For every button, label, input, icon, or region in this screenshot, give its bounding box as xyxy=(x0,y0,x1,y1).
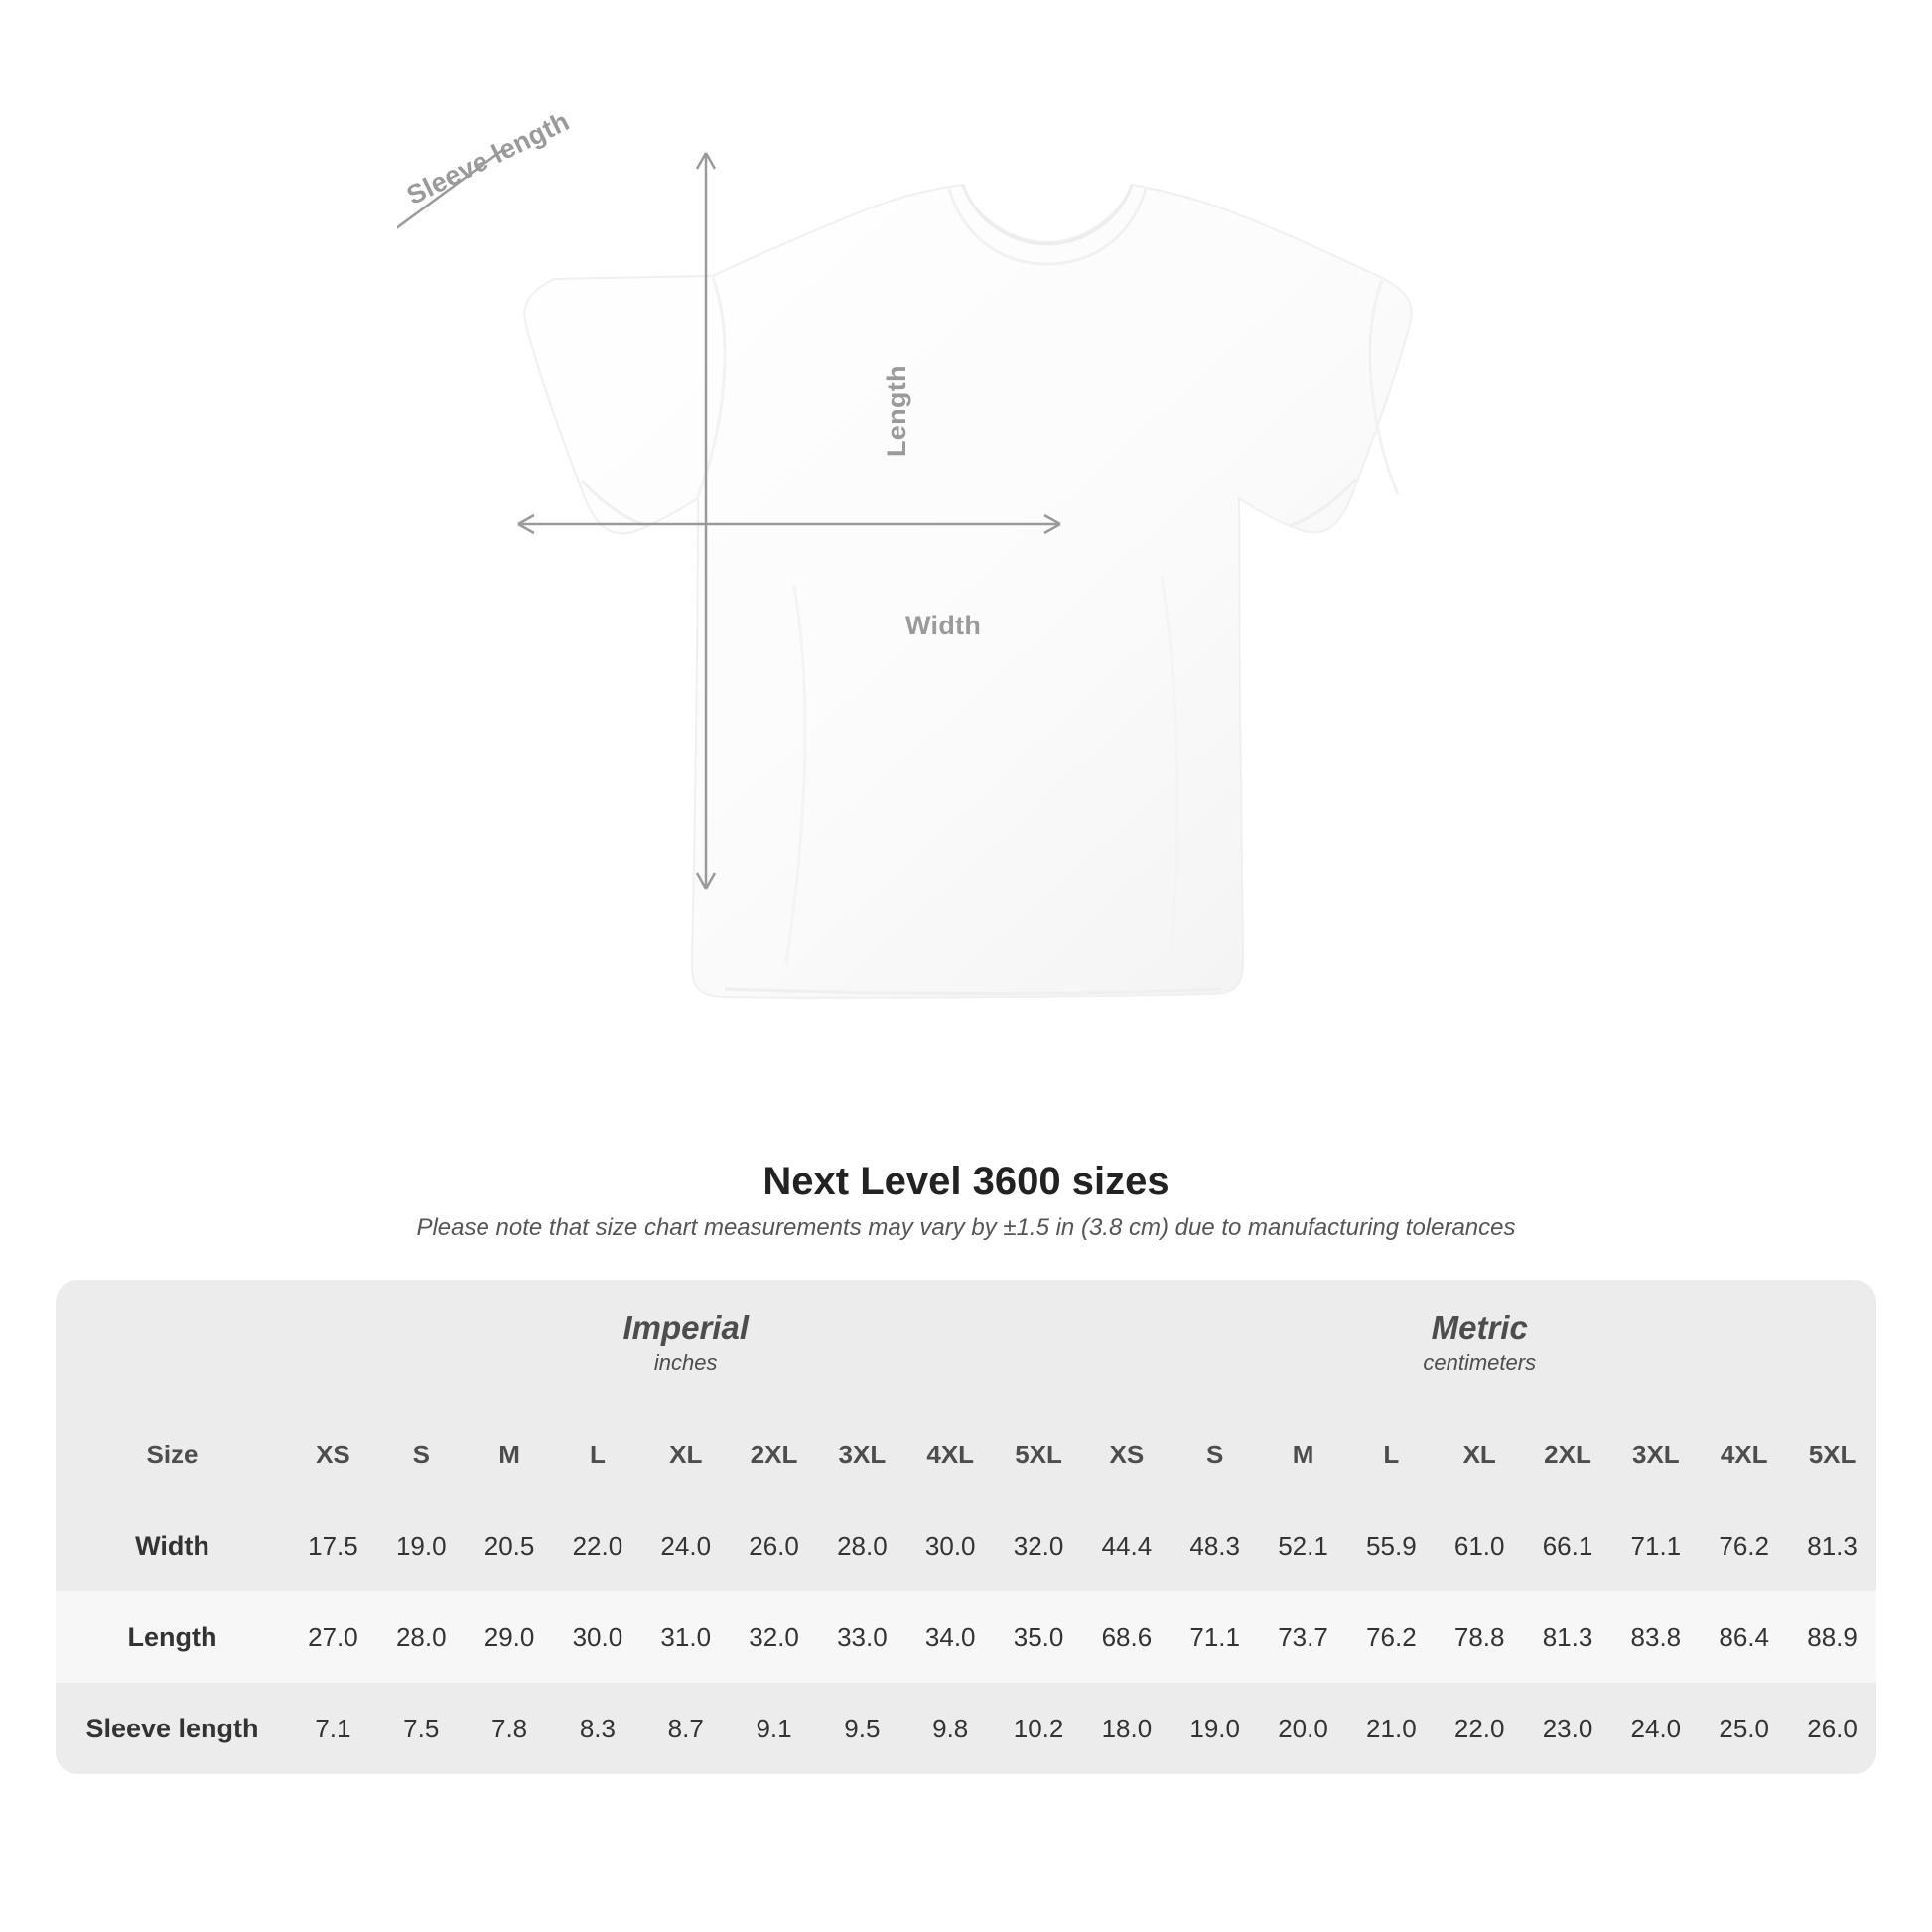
measurement-cell: 8.7 xyxy=(641,1683,730,1774)
measurement-cell: 22.0 xyxy=(1436,1683,1524,1774)
measurement-cell: 76.2 xyxy=(1700,1500,1788,1591)
size-column-header: 5XL xyxy=(1788,1409,1876,1500)
measurement-cell: 88.9 xyxy=(1788,1591,1876,1683)
measurement-cell: 18.0 xyxy=(1082,1683,1171,1774)
width-dimension-label: Width xyxy=(905,611,982,640)
measurement-cell: 71.1 xyxy=(1171,1591,1259,1683)
unit-group-name: Metric xyxy=(1431,1309,1528,1346)
measurement-cell: 29.0 xyxy=(466,1591,554,1683)
size-column-header: 2XL xyxy=(1524,1409,1612,1500)
size-column-header: 5XL xyxy=(995,1409,1083,1500)
measurement-cell: 8.3 xyxy=(553,1683,641,1774)
measurement-row-label: Length xyxy=(56,1591,289,1683)
measurement-cell: 61.0 xyxy=(1436,1500,1524,1591)
measurement-cell: 19.0 xyxy=(1171,1683,1259,1774)
chart-title-block xyxy=(0,1160,1932,1242)
measurement-cell: 44.4 xyxy=(1082,1500,1171,1591)
measurement-cell: 23.0 xyxy=(1524,1683,1612,1774)
size-column-header: 4XL xyxy=(906,1409,995,1500)
measurement-cell: 83.8 xyxy=(1611,1591,1700,1683)
measurement-cell: 20.0 xyxy=(1259,1683,1347,1774)
size-column-header: XS xyxy=(1082,1409,1171,1500)
measurement-cell: 26.0 xyxy=(730,1500,818,1591)
size-column-header: M xyxy=(1259,1409,1347,1500)
measurement-cell: 55.9 xyxy=(1347,1500,1436,1591)
measurement-cell: 28.0 xyxy=(377,1591,466,1683)
measurement-cell: 52.1 xyxy=(1259,1500,1347,1591)
measurement-cell: 33.0 xyxy=(818,1591,906,1683)
measurement-cell: 30.0 xyxy=(553,1591,641,1683)
size-header-row xyxy=(56,1409,1876,1500)
measurement-cell: 81.3 xyxy=(1788,1500,1876,1591)
measurement-cell: 71.1 xyxy=(1611,1500,1700,1591)
unit-group-subtitle: centimeters xyxy=(1423,1350,1537,1376)
table-row xyxy=(56,1591,1876,1683)
measurement-cell: 32.0 xyxy=(730,1591,818,1683)
size-row-label: Size xyxy=(56,1409,289,1500)
measurement-cell: 9.5 xyxy=(818,1683,906,1774)
tolerance-note: Please note that size chart measurements may vary by ±1.5 in (3.8 cm) due to manufacturing tolerances xyxy=(416,1214,1516,1241)
measurement-row-label: Sleeve length xyxy=(56,1683,289,1774)
size-chart-table xyxy=(56,1280,1876,1774)
table-row xyxy=(56,1683,1876,1774)
size-column-header: M xyxy=(466,1409,554,1500)
measurement-cell: 7.5 xyxy=(377,1683,466,1774)
size-column-header: XS xyxy=(289,1409,377,1500)
measurement-cell: 24.0 xyxy=(1611,1683,1700,1774)
measurement-row-label: Width xyxy=(56,1500,289,1591)
measurement-cell: 76.2 xyxy=(1347,1591,1436,1683)
table-row xyxy=(56,1500,1876,1591)
unit-group-header-metric xyxy=(1082,1280,1876,1409)
measurement-cell: 34.0 xyxy=(906,1591,995,1683)
measurement-cell: 19.0 xyxy=(377,1500,466,1591)
measurement-cell: 32.0 xyxy=(995,1500,1083,1591)
size-chart-table-wrap xyxy=(56,1280,1876,1774)
unit-group-subtitle: inches xyxy=(653,1350,718,1376)
measurement-cell: 20.5 xyxy=(466,1500,554,1591)
measurement-cell: 7.8 xyxy=(466,1683,554,1774)
measurement-cell: 21.0 xyxy=(1347,1683,1436,1774)
size-column-header: 3XL xyxy=(1611,1409,1700,1500)
measurement-cell: 28.0 xyxy=(818,1500,906,1591)
measurement-cell: 66.1 xyxy=(1524,1500,1612,1591)
measurement-cell: 48.3 xyxy=(1171,1500,1259,1591)
unit-group-header-imperial xyxy=(289,1280,1082,1409)
length-dimension-label: Length xyxy=(882,365,911,457)
measurement-cell: 86.4 xyxy=(1700,1591,1788,1683)
measurement-cell: 24.0 xyxy=(641,1500,730,1591)
measurement-cell: 10.2 xyxy=(995,1683,1083,1774)
measurement-cell: 17.5 xyxy=(289,1500,377,1591)
measurement-cell: 35.0 xyxy=(995,1591,1083,1683)
unit-header-row xyxy=(56,1280,1876,1409)
measurement-cell: 68.6 xyxy=(1082,1591,1171,1683)
size-column-header: 3XL xyxy=(818,1409,906,1500)
size-column-header: XL xyxy=(1436,1409,1524,1500)
page-title: Next Level 3600 sizes xyxy=(762,1160,1170,1203)
size-column-header: S xyxy=(1171,1409,1259,1500)
size-column-header: L xyxy=(1347,1409,1436,1500)
measurement-cell: 9.1 xyxy=(730,1683,818,1774)
sleeve-length-dimension-label: Sleeve length xyxy=(402,105,575,210)
size-column-header: L xyxy=(553,1409,641,1500)
measurement-cell: 27.0 xyxy=(289,1591,377,1683)
table-corner-cell xyxy=(56,1280,289,1409)
measurement-cell: 78.8 xyxy=(1436,1591,1524,1683)
measurement-cell: 26.0 xyxy=(1788,1683,1876,1774)
size-column-header: XL xyxy=(641,1409,730,1500)
measurement-cell: 73.7 xyxy=(1259,1591,1347,1683)
measurement-cell: 30.0 xyxy=(906,1500,995,1591)
unit-group-name: Imperial xyxy=(622,1309,749,1346)
measurement-cell: 81.3 xyxy=(1524,1591,1612,1683)
measurement-cell: 31.0 xyxy=(641,1591,730,1683)
measurement-cell: 9.8 xyxy=(906,1683,995,1774)
size-column-header: S xyxy=(377,1409,466,1500)
size-column-header: 2XL xyxy=(730,1409,818,1500)
size-column-header: 4XL xyxy=(1700,1409,1788,1500)
measurement-cell: 22.0 xyxy=(553,1500,641,1591)
measurement-cell: 25.0 xyxy=(1700,1683,1788,1774)
measurement-cell: 7.1 xyxy=(289,1683,377,1774)
